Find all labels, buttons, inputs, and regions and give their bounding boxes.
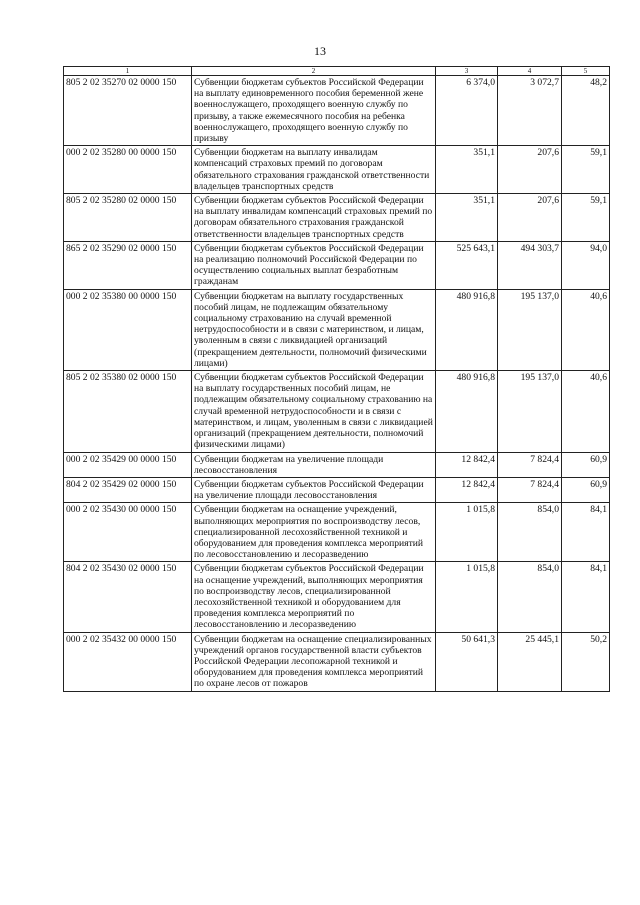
actual-amount: 207,6 (498, 194, 562, 242)
execution-percent: 84,1 (562, 503, 610, 562)
table-row (64, 146, 610, 194)
execution-percent: 60,9 (562, 477, 610, 502)
column-number-2: 2 (192, 67, 436, 76)
planned-amount: 480 916,8 (436, 289, 498, 370)
actual-amount: 207,6 (498, 146, 562, 194)
budget-code: 804 2 02 35430 02 0000 150 (64, 562, 192, 632)
budget-code: 000 2 02 35430 00 0000 150 (64, 503, 192, 562)
table-row (64, 289, 610, 370)
row-description: Субвенции бюджетам на выплату инвалидам компенсаций страховых премий по договорам обязательного страхования гражданской ответственности владельцев транспортных средств (192, 146, 436, 194)
actual-amount: 195 137,0 (498, 289, 562, 370)
budget-code: 000 2 02 35280 00 0000 150 (64, 146, 192, 194)
budget-code: 000 2 02 35429 00 0000 150 (64, 452, 192, 477)
table-row (64, 477, 610, 502)
budget-code: 805 2 02 35280 02 0000 150 (64, 194, 192, 242)
actual-amount: 494 303,7 (498, 241, 562, 289)
actual-amount: 854,0 (498, 503, 562, 562)
actual-amount: 3 072,7 (498, 76, 562, 146)
planned-amount: 6 374,0 (436, 76, 498, 146)
page-number: 13 (314, 44, 326, 58)
table-row (64, 76, 610, 146)
planned-amount: 1 015,8 (436, 562, 498, 632)
row-description: Субвенции бюджетам субъектов Российской Федерации на выплату государственных пособий лицам, не подлежащим обязательному социальному страхованию на случай временной нетрудоспособности и в связи с материнством, и лицам, уволенным в связи с ликвидацией организаций (прекращением деятельности, полномочий физическими лицами) (192, 371, 436, 452)
column-number-3: 3 (436, 67, 498, 76)
table-row (64, 632, 610, 691)
execution-percent: 84,1 (562, 562, 610, 632)
execution-percent: 60,9 (562, 452, 610, 477)
execution-percent: 59,1 (562, 194, 610, 242)
table-row (64, 452, 610, 477)
row-description: Субвенции бюджетам на оснащение специализированных учреждений органов государственной власти субъектов Российской Федерации лесопожарной техникой и оборудованием для проведения комплекса мероприятий по охране лесов от пожаров (192, 632, 436, 691)
table-row (64, 562, 610, 632)
row-description: Субвенции бюджетам субъектов Российской Федерации на реализацию полномочий Российской Федерации по осуществлению социальных выплат безработным гражданам (192, 241, 436, 289)
table-row (64, 503, 610, 562)
row-description: Субвенции бюджетам на выплату государственных пособий лицам, не подлежащим обязательному социальному страхованию на случай временной нетрудоспособности и в связи с материнством, и лицам, уволенным в связи с ликвидацией организаций (прекращением деятельности, полномочий физическими лицами) (192, 289, 436, 370)
planned-amount: 12 842,4 (436, 452, 498, 477)
column-number-5: 5 (562, 67, 610, 76)
execution-percent: 94,0 (562, 241, 610, 289)
planned-amount: 351,1 (436, 146, 498, 194)
row-description: Субвенции бюджетам субъектов Российской Федерации на увеличение площади лесовосстановления (192, 477, 436, 502)
budget-table (63, 66, 610, 692)
execution-percent: 48,2 (562, 76, 610, 146)
planned-amount: 1 015,8 (436, 503, 498, 562)
actual-amount: 7 824,4 (498, 452, 562, 477)
execution-percent: 40,6 (562, 371, 610, 452)
execution-percent: 59,1 (562, 146, 610, 194)
row-description: Субвенции бюджетам субъектов Российской Федерации на оснащение учреждений, выполняющих мероприятия по воспроизводству лесов, специализированной лесохозяйственной техникой и оборудованием для проведения комплекса мероприятий по лесовосстановлению и лесоразведению (192, 562, 436, 632)
budget-code: 804 2 02 35429 02 0000 150 (64, 477, 192, 502)
column-number-row (64, 67, 610, 76)
planned-amount: 12 842,4 (436, 477, 498, 502)
budget-code: 000 2 02 35432 00 0000 150 (64, 632, 192, 691)
table-row (64, 371, 610, 452)
planned-amount: 351,1 (436, 194, 498, 242)
budget-code: 865 2 02 35290 02 0000 150 (64, 241, 192, 289)
budget-code: 805 2 02 35380 02 0000 150 (64, 371, 192, 452)
planned-amount: 50 641,3 (436, 632, 498, 691)
execution-percent: 40,6 (562, 289, 610, 370)
row-description: Субвенции бюджетам на увеличение площади лесовосстановления (192, 452, 436, 477)
row-description: Субвенции бюджетам субъектов Российской Федерации на выплату инвалидам компенсаций страховых премий по договорам обязательного страхования гражданской ответственности владельцев транспортных средств (192, 194, 436, 242)
execution-percent: 50,2 (562, 632, 610, 691)
actual-amount: 854,0 (498, 562, 562, 632)
budget-code: 805 2 02 35270 02 0000 150 (64, 76, 192, 146)
actual-amount: 25 445,1 (498, 632, 562, 691)
actual-amount: 195 137,0 (498, 371, 562, 452)
planned-amount: 525 643,1 (436, 241, 498, 289)
actual-amount: 7 824,4 (498, 477, 562, 502)
table-row (64, 241, 610, 289)
planned-amount: 480 916,8 (436, 371, 498, 452)
row-description: Субвенции бюджетам субъектов Российской Федерации на выплату единовременного пособия беременной жене военнослужащего, проходящего военную службу по призыву, а также ежемесячного пособия на ребенка военнослужащего, проходящего военную службу по призыву (192, 76, 436, 146)
budget-code: 000 2 02 35380 00 0000 150 (64, 289, 192, 370)
column-number-1: 1 (64, 67, 192, 76)
row-description: Субвенции бюджетам на оснащение учреждений, выполняющих мероприятия по воспроизводству лесов, специализированной лесохозяйственной техникой и оборудованием для проведения комплекса мероприятий по лесовосстановлению и лесоразведению (192, 503, 436, 562)
column-number-4: 4 (498, 67, 562, 76)
table-row (64, 194, 610, 242)
